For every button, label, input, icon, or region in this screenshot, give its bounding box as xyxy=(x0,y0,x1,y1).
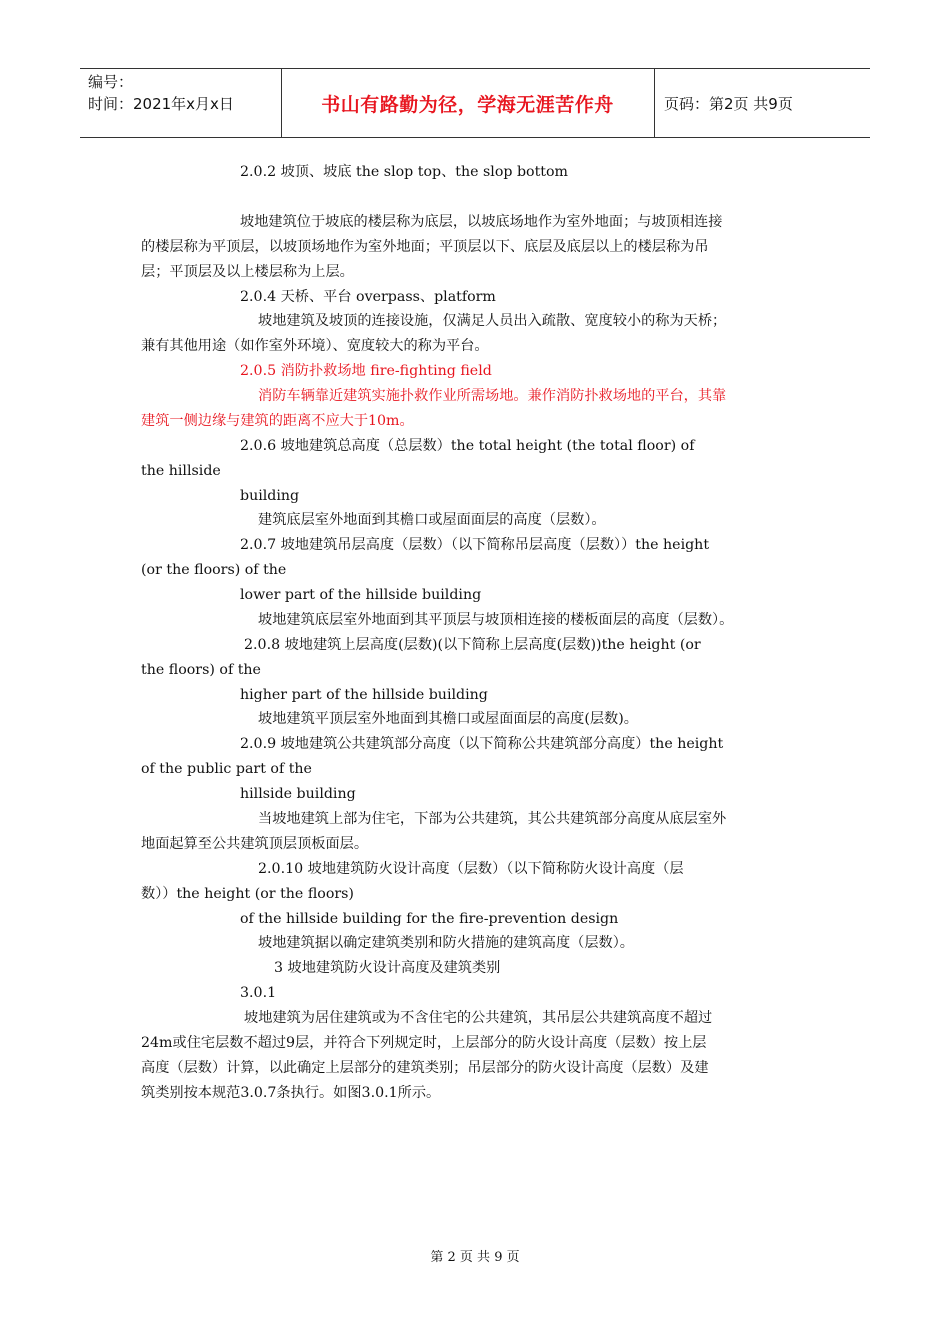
paragraph-line: 坡地建筑平顶层室外地面到其檐口或屋面面层的高度(层数)。 xyxy=(258,711,638,727)
paragraph-line: 地面起算至公共建筑顶层顶板面层。 xyxy=(141,836,369,852)
paragraph-line: 筑类别按本规范3.0.7条执行。如图3.0.1所示。 xyxy=(141,1085,441,1101)
header-divider xyxy=(654,69,655,137)
section-heading: (or the floors) of the xyxy=(141,562,287,578)
section-heading: 2.0.9 坡地建筑公共建筑部分高度（以下简称公共建筑部分高度）the height xyxy=(240,736,724,752)
section-heading: the floors) of the xyxy=(141,662,261,678)
section-heading: 2.0.2 坡顶、坡底 the slop top、the slop bottom xyxy=(240,164,568,180)
section-heading: 2.0.6 坡地建筑总高度（总层数）the total height (the total floor) of xyxy=(240,438,695,454)
paragraph-line: 的楼层称为平顶层，以坡顶场地作为室外地面；平顶层以下、底层及底层以上的楼层称为吊 xyxy=(141,239,709,255)
header-left-cell xyxy=(88,71,234,115)
date-label: 时间：2021年x月x日 xyxy=(88,95,234,113)
paragraph-line: 坡地建筑及坡顶的连接设施，仅满足人员出入疏散、宽度较小的称为天桥； xyxy=(258,313,727,329)
section-heading: the hillside xyxy=(141,463,221,479)
paragraph-line: 建筑底层室外地面到其檐口或屋面面层的高度（层数）。 xyxy=(258,512,606,528)
section-heading: 2.0.10 坡地建筑防火设计高度（层数）（以下简称防火设计高度（层 xyxy=(258,861,684,877)
chapter-heading: 3 坡地建筑防火设计高度及建筑类别 xyxy=(274,960,501,976)
header-page-label: 页码：第2页 共9页 xyxy=(664,94,793,113)
page-header xyxy=(80,68,870,138)
section-heading: 2.0.8 坡地建筑上层高度(层数)(以下简称上层高度(层数))the height (or xyxy=(244,637,701,653)
section-heading-highlight: 2.0.5 消防扑救场地 fire-fighting field xyxy=(240,363,492,379)
paragraph-line: 坡地建筑据以确定建筑类别和防火措施的建筑高度（层数）。 xyxy=(258,935,634,951)
section-heading: 2.0.7 坡地建筑吊层高度（层数）（以下简称吊层高度（层数））the height xyxy=(240,537,710,553)
section-heading: 数））the height (or the floors) xyxy=(141,886,354,902)
paragraph-line: 兼有其他用途（如作室外环境）、宽度较大的称为平台。 xyxy=(141,338,489,354)
paragraph-line: 坡地建筑位于坡底的楼层称为底层，以坡底场地作为室外地面；与坡顶相连接 xyxy=(240,214,723,230)
section-heading: hillside building xyxy=(240,786,356,802)
serial-label: 编号： xyxy=(88,73,134,91)
section-heading: building xyxy=(240,488,300,504)
paragraph-line: 当坡地建筑上部为住宅，下部为公共建筑，其公共建筑部分高度从底层室外 xyxy=(258,811,727,827)
section-heading: of the public part of the xyxy=(141,761,312,777)
paragraph-line-highlight: 消防车辆靠近建筑实施扑救作业所需场地。兼作消防扑救场地的平台，其靠 xyxy=(258,388,727,404)
section-heading: higher part of the hillside building xyxy=(240,687,488,703)
paragraph-line: 高度（层数）计算，以此确定上层部分的建筑类别；吊层部分的防火设计高度（层数）及建 xyxy=(141,1060,709,1076)
section-heading: lower part of the hillside building xyxy=(240,587,482,603)
paragraph-line-highlight: 建筑一侧边缘与建筑的距离不应大于10m。 xyxy=(141,413,414,429)
paragraph-line: 坡地建筑底层室外地面到其平顶层与坡顶相连接的楼板面层的高度（层数）。 xyxy=(258,612,734,628)
paragraph-line: 24m或住宅层数不超过9层，并符合下列规定时，上层部分的防火设计高度（层数）按上层 xyxy=(141,1035,707,1051)
section-heading: 3.0.1 xyxy=(240,985,277,1001)
section-heading: 2.0.4 天桥、平台 overpass、platform xyxy=(240,289,496,305)
paragraph-line: 坡地建筑为居住建筑或为不含住宅的公共建筑，其吊层公共建筑高度不超过 xyxy=(244,1010,713,1026)
page-footer: 第 2 页 共 9 页 xyxy=(430,1250,520,1265)
header-motto: 书山有路勤为径，学海无涯苦作舟 xyxy=(321,93,614,116)
section-heading: of the hillside building for the fire-prevention design xyxy=(240,911,619,927)
paragraph-line: 层；平顶层及以上楼层称为上层。 xyxy=(141,264,354,280)
